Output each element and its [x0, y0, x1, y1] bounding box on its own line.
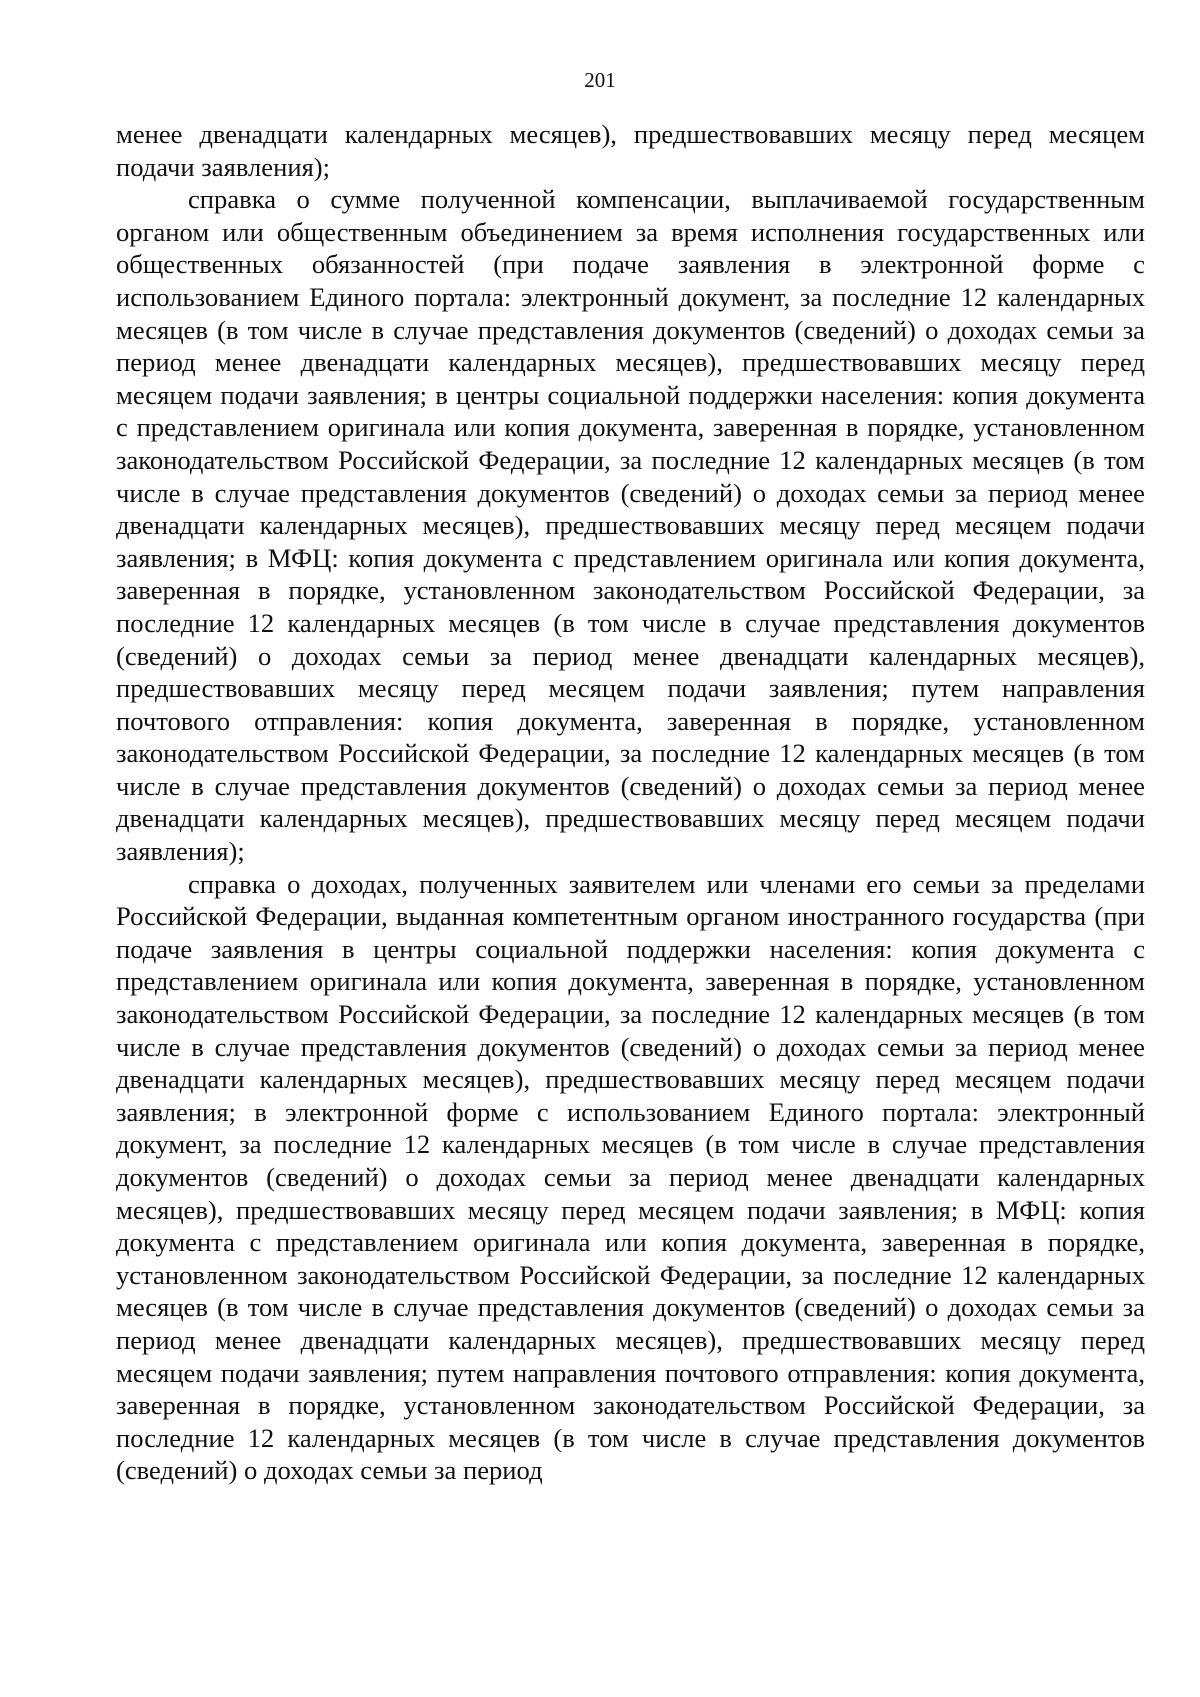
- document-body: [116, 118, 1145, 1487]
- paragraph-compensation-certificate: справка о сумме полученной компенсации, выплачиваемой государственным органом или общественным объединением за время исполнения государственных или общественных обязанностей (при подаче заявления в электронной форме с использованием Единого портала: электронный документ, за последние 12 календарных месяцев (в том числе в случае представления документов (сведений) о доходах семьи за период менее двенадцати календарных месяцев), предшествовавших месяцу перед месяцем подачи заявления; в центры социальной поддержки населения: копия документа с представлением оригинала или копия документа, заверенная в порядке, установленном законодательством Российской Федерации, за последние 12 календарных месяцев (в том числе в случае представления документов (сведений) о доходах семьи за период менее двенадцати календарных месяцев), предшествовавших месяцу перед месяцем подачи заявления; в МФЦ: копия документа с представлением оригинала или копия документа, заверенная в порядке, установленном законодательством Российской Федерации, за последние 12 календарных месяцев (в том числе в случае представления документов (сведений) о доходах семьи за период менее двенадцати календарных месяцев), предшествовавших месяцу перед месяцем подачи заявления; путем направления почтового отправления: копия документа, заверенная в порядке, установленном законодательством Российской Федерации, за последние 12 календарных месяцев (в том числе в случае представления документов (сведений) о доходах семьи за период менее двенадцати календарных месяцев), предшествовавших месяцу перед месяцем подачи заявления);: [116, 184, 1145, 867]
- paragraph-foreign-income-certificate: справка о доходах, полученных заявителем или членами его семьи за пределами Российской Федерации, выданная компетентным органом иностранного государства (при подаче заявления в центры социальной поддержки населения: копия документа с представлением оригинала или копия документа, заверенная в порядке, установленном законодательством Российской Федерации, за последние 12 календарных месяцев (в том числе в случае представления документов (сведений) о доходах семьи за период менее двенадцати календарных месяцев), предшествовавших месяцу перед месяцем подачи заявления; в электронной форме с использованием Единого портала: электронный документ, за последние 12 календарных месяцев (в том числе в случае представления документов (сведений) о доходах семьи за период менее двенадцати календарных месяцев), предшествовавших месяцу перед месяцем подачи заявления; в МФЦ: копия документа с представлением оригинала или копия документа, заверенная в порядке, установленном законодательством Российской Федерации, за последние 12 календарных месяцев (в том числе в случае представления документов (сведений) о доходах семьи за период менее двенадцати календарных месяцев), предшествовавших месяцу перед месяцем подачи заявления; путем направления почтового отправления: копия документа, заверенная в порядке, установленном законодательством Российской Федерации, за последние 12 календарных месяцев (в том числе в случае представления документов (сведений) о доходах семьи за период: [116, 868, 1145, 1486]
- page-number: 201: [584, 68, 616, 92]
- paragraph-continuation: менее двенадцати календарных месяцев), предшествовавших месяцу перед месяцем подачи заявления);: [116, 119, 1145, 182]
